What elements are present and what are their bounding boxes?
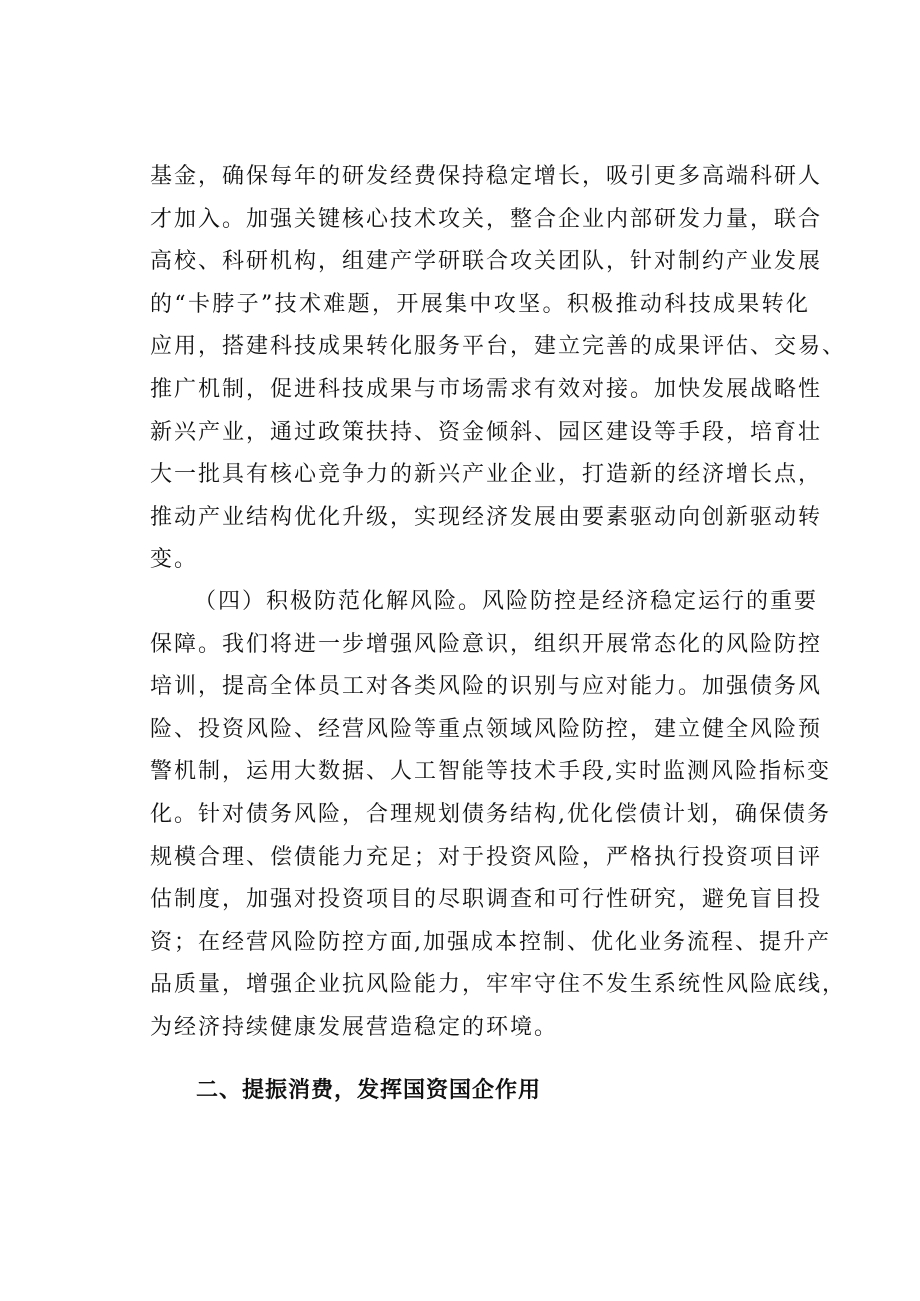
paragraph-line: 化。针对债务风险，合理规划债务结构,优化偿债计划，确保债务 bbox=[150, 801, 831, 827]
paragraph-line: 大一批具有核心竞争力的新兴产业企业，打造新的经济增长点， bbox=[150, 462, 823, 488]
paragraph-line: 应用，搭建科技成果转化服务平台，建立完善的成果评估、交易、 bbox=[150, 334, 847, 360]
paragraph-line: 险、投资风险、经营风险等重点领域风险防控，建立健全风险预 bbox=[150, 716, 823, 742]
paragraph-line: 变。 bbox=[150, 547, 199, 573]
paragraph-line: 的“卡脖子”技术难题，开展集中攻坚。积极推动科技成果转化 bbox=[150, 291, 810, 317]
paragraph-risk-prevention bbox=[150, 581, 847, 1050]
section-heading: 二、提振消费，发挥国资国企作用 bbox=[196, 1078, 542, 1103]
paragraph-tech-innovation bbox=[150, 156, 847, 582]
paragraph-line: 警机制，运用大数据、人工智能等技术手段,实时监测风险指标变 bbox=[150, 759, 831, 785]
paragraph-line: 培训，提高全体员工对各类风险的识别与应对能力。加强债务风 bbox=[150, 674, 823, 700]
paragraph-line: 推广机制，促进科技成果与市场需求有效对接。加快发展战略性 bbox=[150, 376, 823, 402]
paragraph-line: 保障。我们将进一步增强风险意识，组织开展常态化的风险防控 bbox=[150, 631, 823, 657]
paragraph-line: （四）积极防范化解风险。风险防控是经济稳定运行的重要 bbox=[194, 589, 819, 614]
paragraph-line: 估制度，加强对投资项目的尽职调查和可行性研究，避免盲目投 bbox=[150, 887, 823, 913]
paragraph-line: 基金，确保每年的研发经费保持稳定增长，吸引更多高端科研人 bbox=[150, 164, 823, 189]
paragraph-line: 高校、科研机构，组建产学研联合攻关团队，针对制约产业发展 bbox=[150, 249, 823, 275]
paragraph-line: 规模合理、偿债能力充足；对于投资风险，严格执行投资项目评 bbox=[150, 844, 823, 870]
paragraph-line: 新兴产业，通过政策扶持、资金倾斜、园区建设等手段，培育壮 bbox=[150, 419, 823, 445]
paragraph-line: 才加入。加强关键核心技术攻关，整合企业内部研发力量，联合 bbox=[150, 206, 823, 232]
paragraph-line: 资；在经营风险防控方面,加强成本控制、优化业务流程、提升产 bbox=[150, 929, 831, 955]
paragraph-line: 推动产业结构优化升级，实现经济发展由要素驱动向创新驱动转 bbox=[150, 504, 823, 530]
paragraph-line: 品质量，增强企业抗风险能力，牢牢守住不发生系统性风险底线， bbox=[150, 972, 847, 998]
paragraph-line: 为经济持续健康发展营造稳定的环境。 bbox=[150, 1014, 559, 1040]
